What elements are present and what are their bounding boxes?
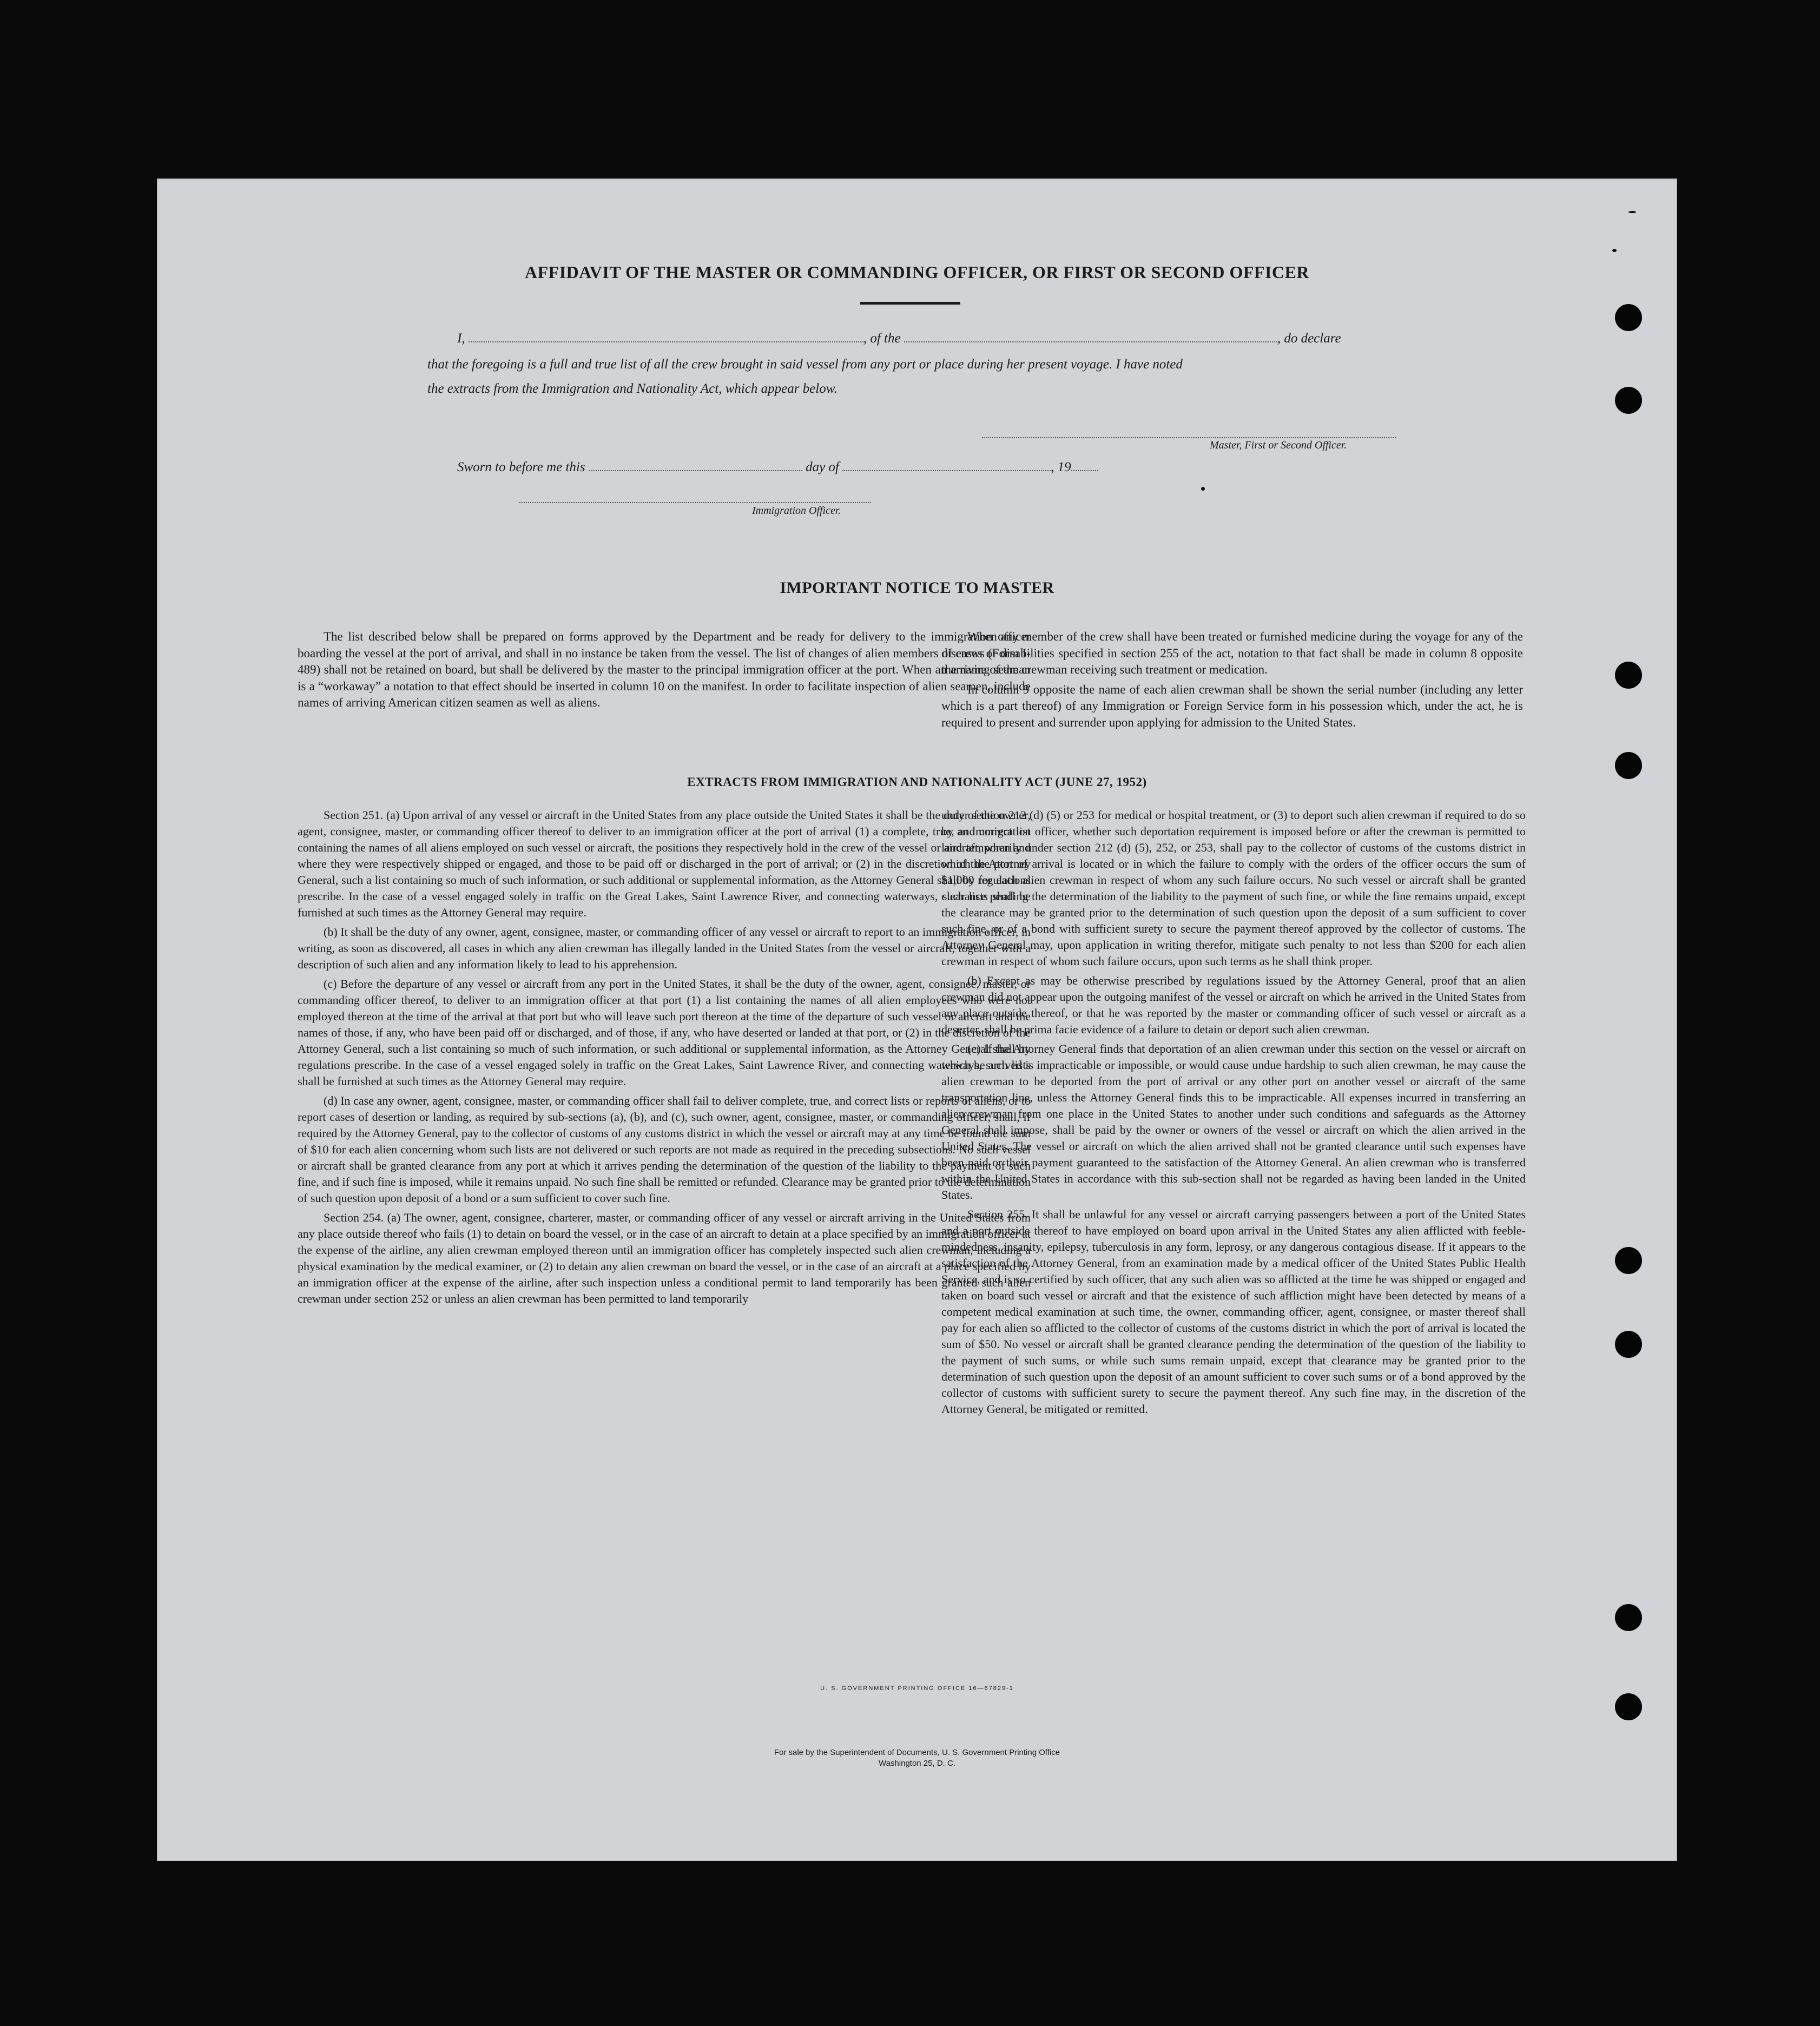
extract-paragraph: Section 254. (a) The owner, agent, consignee, charterer, master, or commanding officer of any vessel or aircraft arriving in the United States from any place outside thereof who fails (1) to detain on board the vessel, or in the case of an aircraft to detain at a place specified by an immigration officer at the expense of the airline, any alien crewman employed thereon until an immigration officer has completely inspected such alien crewman, including a physical examination by the medical examiner, or (2) to detain any alien crewman on board the vessel, or in the case of an aircraft at a place specified by an immigration officer at the expense of the airline, after such inspection unless a conditional permit to land temporarily has been granted such alien crewman under section 252 or unless an alien crewman has been permitted to land temporarily: [298, 1211, 1031, 1305]
notice-paragraph: In column 9 opposite the name of each alien crewman shall be shown the serial number (including any letter which is a part thereof) of any Immigration or Foreign Service form in his possession which, under the act, he is required to present and surrender upon applying for admission to the United States.: [941, 682, 1523, 729]
sworn-year-blank[interactable]: [1071, 470, 1098, 471]
footer-line-2: Washington 25, D. C.: [878, 1759, 955, 1768]
extract-paragraph: under section 212 (d) (5) or 253 for medical or hospital treatment, or (3) to deport such alien crewman if required to do so by an immigration officer, whether such deportation requirement is imposed before or after the crewman is permitted to land temporarily under section 212 (d) (5), 252, or 253, shall pay to the collector of customs of the customs district in which the port of arrival is located or in which the failure to comply with the orders of the officer occurs the sum of $1,000 for each alien crewman in respect of whom any such failure occurs. No such vessel or aircraft shall be granted clearance pending the determination of the liability to the payment of such fine, or while the fine remains unpaid, except the clearance may be granted prior to the determination of such question upon the deposit of a sum sufficient to cover such fine, or of a bond with sufficient surety to secure the payment thereof approved by the collector of customs. The Attorney General may, upon application in writing therefor, mitigate such penalty to not less than $200 for each alien crewman in respect of whom such failure occurs, upon such terms as he shall think proper.: [941, 808, 1526, 968]
affidavit-title: AFFIDAVIT OF THE MASTER OR COMMANDING OFFICER, OR FIRST OR SECOND OFFICER: [525, 262, 1309, 282]
sworn-month-blank[interactable]: [842, 470, 1051, 471]
sworn-line: [457, 460, 1098, 475]
notice-paragraph: When any member of the crew shall have been treated or furnished medicine during the voyage for any of the diseases or disabilities specified in section 255 of the act, notation to that fact shall be made in column 8 opposite the name of the crewman receiving such treatment or medication.: [941, 630, 1523, 676]
punch-hole: [1615, 662, 1642, 689]
gpo-print-line: U. S. GOVERNMENT PRINTING OFFICE 16—67829-1: [820, 1685, 1014, 1692]
extract-paragraph: (b) It shall be the duty of any owner, agent, consignee, master, or commanding officer of any vessel or aircraft to report to an immigration officer, in writing, as soon as discovered, all cases in which any alien crewman has illegally landed in the United States from the vessel or aircraft, together with a description of such alien and any information likely to lead to his apprehension.: [298, 925, 1031, 971]
vessel-blank[interactable]: [904, 341, 1277, 342]
notice-left-column: [298, 629, 1031, 715]
extract-paragraph: (d) In case any owner, agent, consignee, master, or commanding officer shall fail to deliver complete, true, and correct lists or reports of aliens, or to report cases of desertion or landing, as required by sub-sections (a), (b), and (c), such owner, agent, consignee, master, or commanding officer, shall, if required by the Attorney General, pay to the collector of customs of any customs district in which the vessel or aircraft may at any time be found the sum of $10 for each alien concerning whom such lists are not delivered or such reports are not made as required in the preceding subsections. No such vessel or aircraft shall be granted clearance from any port at which it arrives pending the determination of the question of the liability to the payment of such fine, and if such fine is imposed, while it remains unpaid. No such fine shall be remitted or refunded. Clearance may be granted prior to the determination of such question upon deposit of a bond or a sum sufficient to cover such fine.: [298, 1094, 1031, 1205]
extract-paragraph: (c) If the Attorney General finds that deportation of an alien crewman under this section on the vessel or aircraft on which he arrived is impracticable or impossible, or would cause undue hardship to such alien crewman, he may cause the alien crewman to be deported from the port of arrival or any other port on another vessel or aircraft of the same transportation line, unless the Attorney General finds this to be impracticable. All expenses incurred in transferring an alien crewman from one place in the United States to another under such conditions and safeguards as the Attorney General shall impose, shall be paid by the owner or owners of the vessel or aircraft on which the alien arrived in the United States. The vessel or aircraft on which the alien arrived shall not be granted clearance until such expenses have been paid or their payment guaranteed to the satisfaction of the Attorney General. An alien crewman who is transferred within the United States in accordance with this sub-section shall not be regarded as having been landed in the United States.: [941, 1042, 1526, 1202]
footer-line-1: For sale by the Superintendent of Documents, U. S. Government Printing Office: [774, 1748, 1060, 1757]
declaration-line: [457, 331, 1341, 346]
day-of-text: day of: [806, 460, 839, 474]
extracts-left-column: [298, 807, 1031, 1310]
declaration-of: , of the: [863, 331, 901, 346]
officer-signature-label: Immigration Officer.: [752, 505, 841, 517]
document-page: [157, 179, 1677, 1861]
punch-hole: [1615, 1331, 1642, 1358]
declaration-i: I,: [457, 331, 465, 346]
notice-title: IMPORTANT NOTICE TO MASTER: [780, 579, 1054, 597]
master-signature-line[interactable]: [982, 437, 1396, 438]
extracts-right-column: [941, 807, 1526, 1421]
punch-hole: [1615, 304, 1642, 331]
declaration-declare: , do declare: [1277, 331, 1341, 346]
name-blank[interactable]: [469, 341, 863, 342]
declaration-line-2: that the foregoing is a full and true list of all the crew brought in said vessel from any port or place during her present voyage. I have noted: [427, 357, 1183, 372]
sworn-day-blank[interactable]: [589, 470, 802, 471]
sale-footer: [157, 1747, 1677, 1769]
notice-paragraph: The list described below shall be prepared on forms approved by the Department and be ready for delivery to the immigration officer boarding the vessel at the port of arrival, and shall in no instance be taken from the vessel. The list of changes of alien members of crews (Form I-489) shall not be retained on board, but shall be delivered by the master to the principal immigration officer at the port. When an arriving seaman is a “workaway” a notation to that effect should be inserted in column 10 on the manifest. In order to facilitate inspection of alien seamen, include names of arriving American citizen seamen as well as aliens.: [298, 630, 1031, 709]
master-signature-label: Master, First or Second Officer.: [1210, 439, 1347, 451]
sworn-text: Sworn to before me this: [457, 460, 585, 474]
extract-paragraph: Section 251. (a) Upon arrival of any vessel or aircraft in the United States from any place outside the United States it shall be the duty of the owner, agent, consignee, master, or commanding officer thereof to deliver to an immigration officer at the port of arrival (1) a complete, true, and correct list containing the names of all aliens employed on such vessel or aircraft, the positions they respectively hold in the crew of the vessel or aircraft, when and where they were respectively shipped or engaged, and those to be paid off or discharged in the port of arrival; or (2) in the discretion of the Attorney General, such a list containing so much of such information, or such additional or supplemental information, as the Attorney General shall by regulations prescribe. In the case of a vessel engaged solely in traffic on the Great Lakes, Saint Lawrence River, and connecting waterways, such lists shall be furnished at such times as the Attorney General may require.: [298, 808, 1031, 919]
speck: [1628, 211, 1636, 213]
speck: [1612, 249, 1617, 252]
punch-hole: [1615, 1247, 1642, 1274]
extract-paragraph: (b) Except as may be otherwise prescribed by regulations issued by the Attorney General, proof that an alien crewman did not appear upon the outgoing manifest of the vessel or aircraft on which he arrived in the United States from any place outside thereof, or that he was reported by the master or commanding officer of such vessel or aircraft as a deserter, shall be prima facie evidence of a failure to detain or deport such alien crewman.: [941, 974, 1526, 1036]
punch-hole: [1615, 1693, 1642, 1720]
officer-signature-line[interactable]: [519, 502, 871, 503]
punch-hole: [1615, 752, 1642, 779]
punch-hole: [1615, 1604, 1642, 1631]
notice-right-column: [941, 629, 1523, 734]
year-text: , 19: [1051, 460, 1071, 474]
extract-paragraph: Section 255. It shall be unlawful for any vessel or aircraft carrying passengers between a port of the United States and a port outside thereof to have employed on board upon arrival in the United States any alien afflicted with feeble-mindedness, insanity, epilepsy, tuberculosis in any form, leprosy, or any dangerous contagious disease. If it appears to the satisfaction of the Attorney General, from an examination made by a medical officer of the United States Public Health Service, and is so certified by such officer, that any such alien was so afflicted at the time he was shipped or engaged and taken on board such vessel or aircraft and that the existence of such affliction might have been detected by means of a competent medical examination at such time, the owner, commanding officer, agent, consignee, or master thereof shall pay for each alien so afflicted to the collector of customs of the customs district in which the port of arrival is located the sum of $50. No vessel or aircraft shall be granted clearance pending the determination of the question of the liability to the payment of such sums, or while such sums remain unpaid, except that clearance may be granted prior to the determination of such question upon the deposit of an amount sufficient to cover such sums or of a bond approved by the collector of customs with sufficient surety to secure the payment thereof. Any such fine may, in the discretion of the Attorney General, be mitigated or remitted.: [941, 1207, 1526, 1416]
speck: [1201, 487, 1205, 491]
declaration-line-3: the extracts from the Immigration and Nationality Act, which appear below.: [427, 381, 838, 396]
extract-paragraph: (c) Before the departure of any vessel or aircraft from any port in the United States, it shall be the duty of the owner, agent, consignee, master, or commanding officer thereof, to deliver to an immigration officer at that port (1) a list containing the names of all alien employees who were not employed thereon at the time of the arrival at that port but who will leave such port thereon at the time of the departure of such vessel or aircraft and the names of those, if any, who have been paid off or discharged, and of those, if any, who have deserted or landed at that port, or (2) in the discretion of the Attorney General, such a list containing so much of such information, or such additional or supplemental information, as the Attorney General shall by regulations prescribe. In the case of a vessel engaged solely in traffic on the Great Lakes, Saint Lawrence River, and connecting waterways, such lists shall be furnished at such times as the Attorney General may require.: [298, 977, 1031, 1088]
title-underline: [860, 302, 960, 305]
punch-hole: [1615, 387, 1642, 414]
extracts-title: EXTRACTS FROM IMMIGRATION AND NATIONALITY ACT (JUNE 27, 1952): [687, 775, 1147, 789]
